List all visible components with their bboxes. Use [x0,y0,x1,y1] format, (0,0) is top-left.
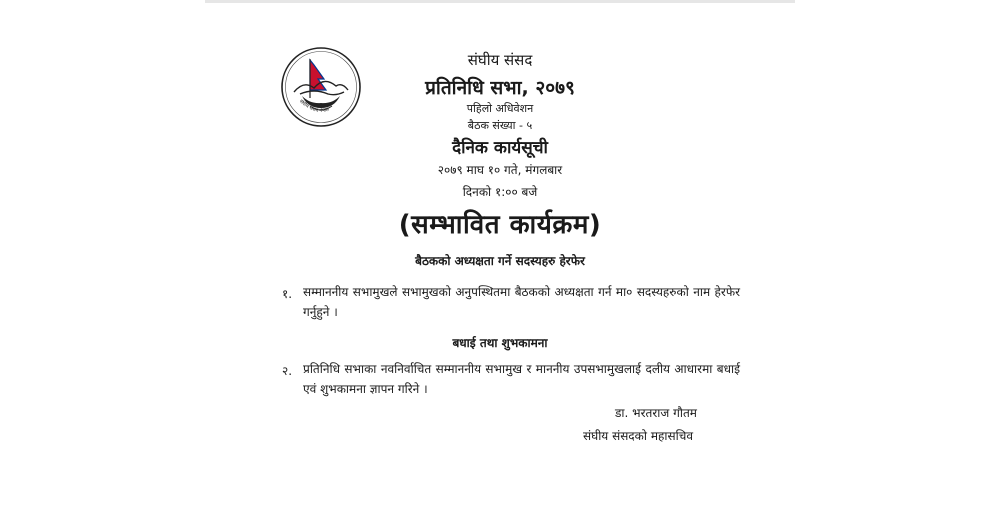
signatory-title: संघीय संसदको महासचिव [583,429,693,443]
section-heading: बैठकको अध्यक्षता गर्ने सदस्यहरु हेरफेर [415,254,585,268]
probable-program-heading: (सम्भावित कार्यक्रम) [398,210,602,240]
parliament-name: संघीय संसद [467,51,533,69]
session-label: पहिलो अधिवेशन [466,102,534,115]
logo-text: संघीय संसद नेपाल [297,98,331,115]
meeting-number: बैठक संख्या - ५ [467,119,533,132]
house-title: प्रतिनिधि सभा, २०७९ [425,77,575,99]
item-number: १. [282,287,293,301]
agenda-time: दिनको १:०० बजे [462,185,538,199]
daily-agenda-title: दैनिक कार्यसूची [452,138,548,158]
section-heading: बधाई तथा शुभकामना [452,336,548,350]
item-number: २. [282,364,293,378]
agenda-item-text: सम्माननीय सभामुखले सभामुखको अनुपस्थितमा बैठकको अध्यक्षता गर्न मा० सदस्यहरुको नाम हेरफेर गर्नुहुने । [303,285,740,319]
signatory-name: डा. भरतराज गौतम [615,406,697,420]
agenda-item-text: प्रतिनिधि सभाका नवनिर्वाचित सम्माननीय सभामुख र माननीय उपसभामुखलाई दलीय आधारमा बधाई एवं शुभकामना ज्ञापन गरिने । [303,362,740,396]
agenda-date: २०७९ माघ १० गते, मंगलबार [437,163,563,177]
